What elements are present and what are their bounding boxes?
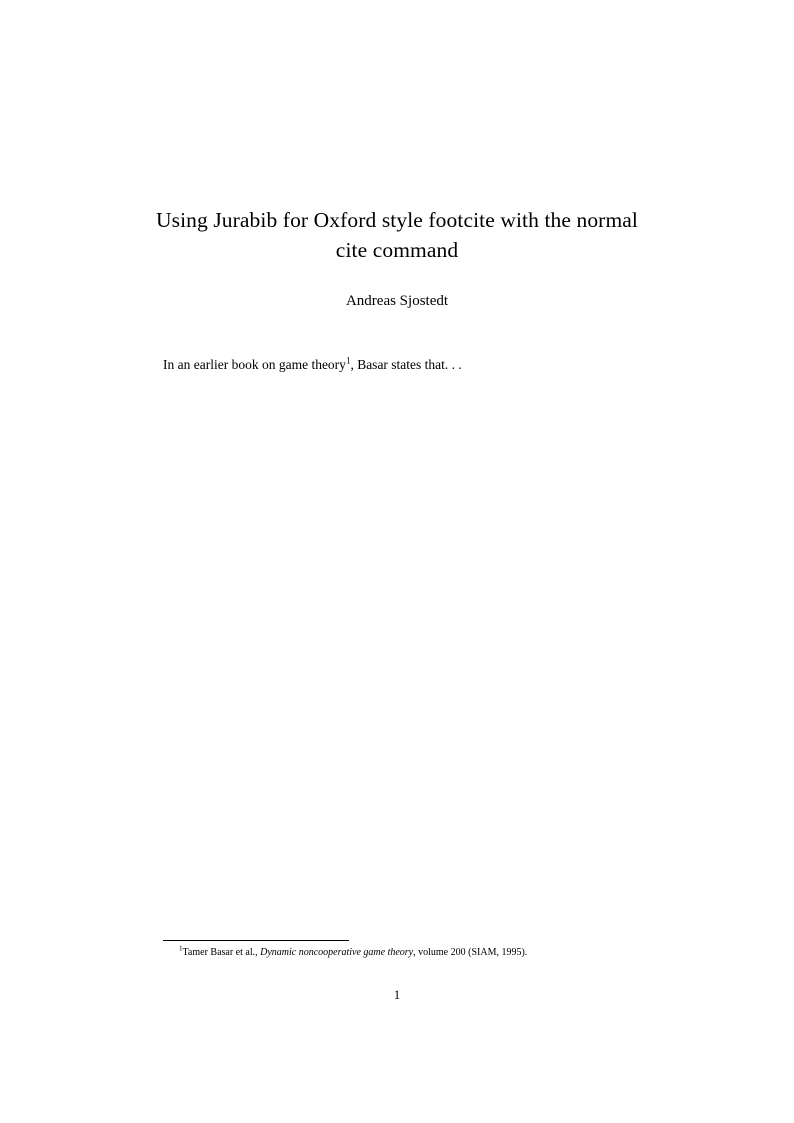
footnote-publication-info: , volume 200 (SIAM, 1995). [413, 947, 528, 958]
footnote-number: 1 [179, 944, 183, 953]
title-block [139, 205, 655, 311]
footnote-title: Dynamic noncooperative game theory [260, 947, 414, 958]
page-title: Using Jurabib for Oxford style footcite with the normal cite command [156, 208, 638, 262]
footnote-separator-rule [163, 940, 349, 941]
footnote-area [163, 940, 655, 960]
page-number: 1 [393, 988, 401, 1002]
body-text-before-footnote: In an earlier book on game theory [163, 356, 346, 372]
author-name: Andreas Sjostedt [345, 293, 449, 309]
footnote-authors: Tamer Basar et al., [182, 947, 258, 958]
footnote-reference-marker[interactable]: 1 [345, 355, 351, 365]
body-paragraph [139, 355, 655, 375]
footnote-entry [163, 946, 655, 960]
body-text-after-footnote: , Basar states that. . . [350, 356, 462, 372]
